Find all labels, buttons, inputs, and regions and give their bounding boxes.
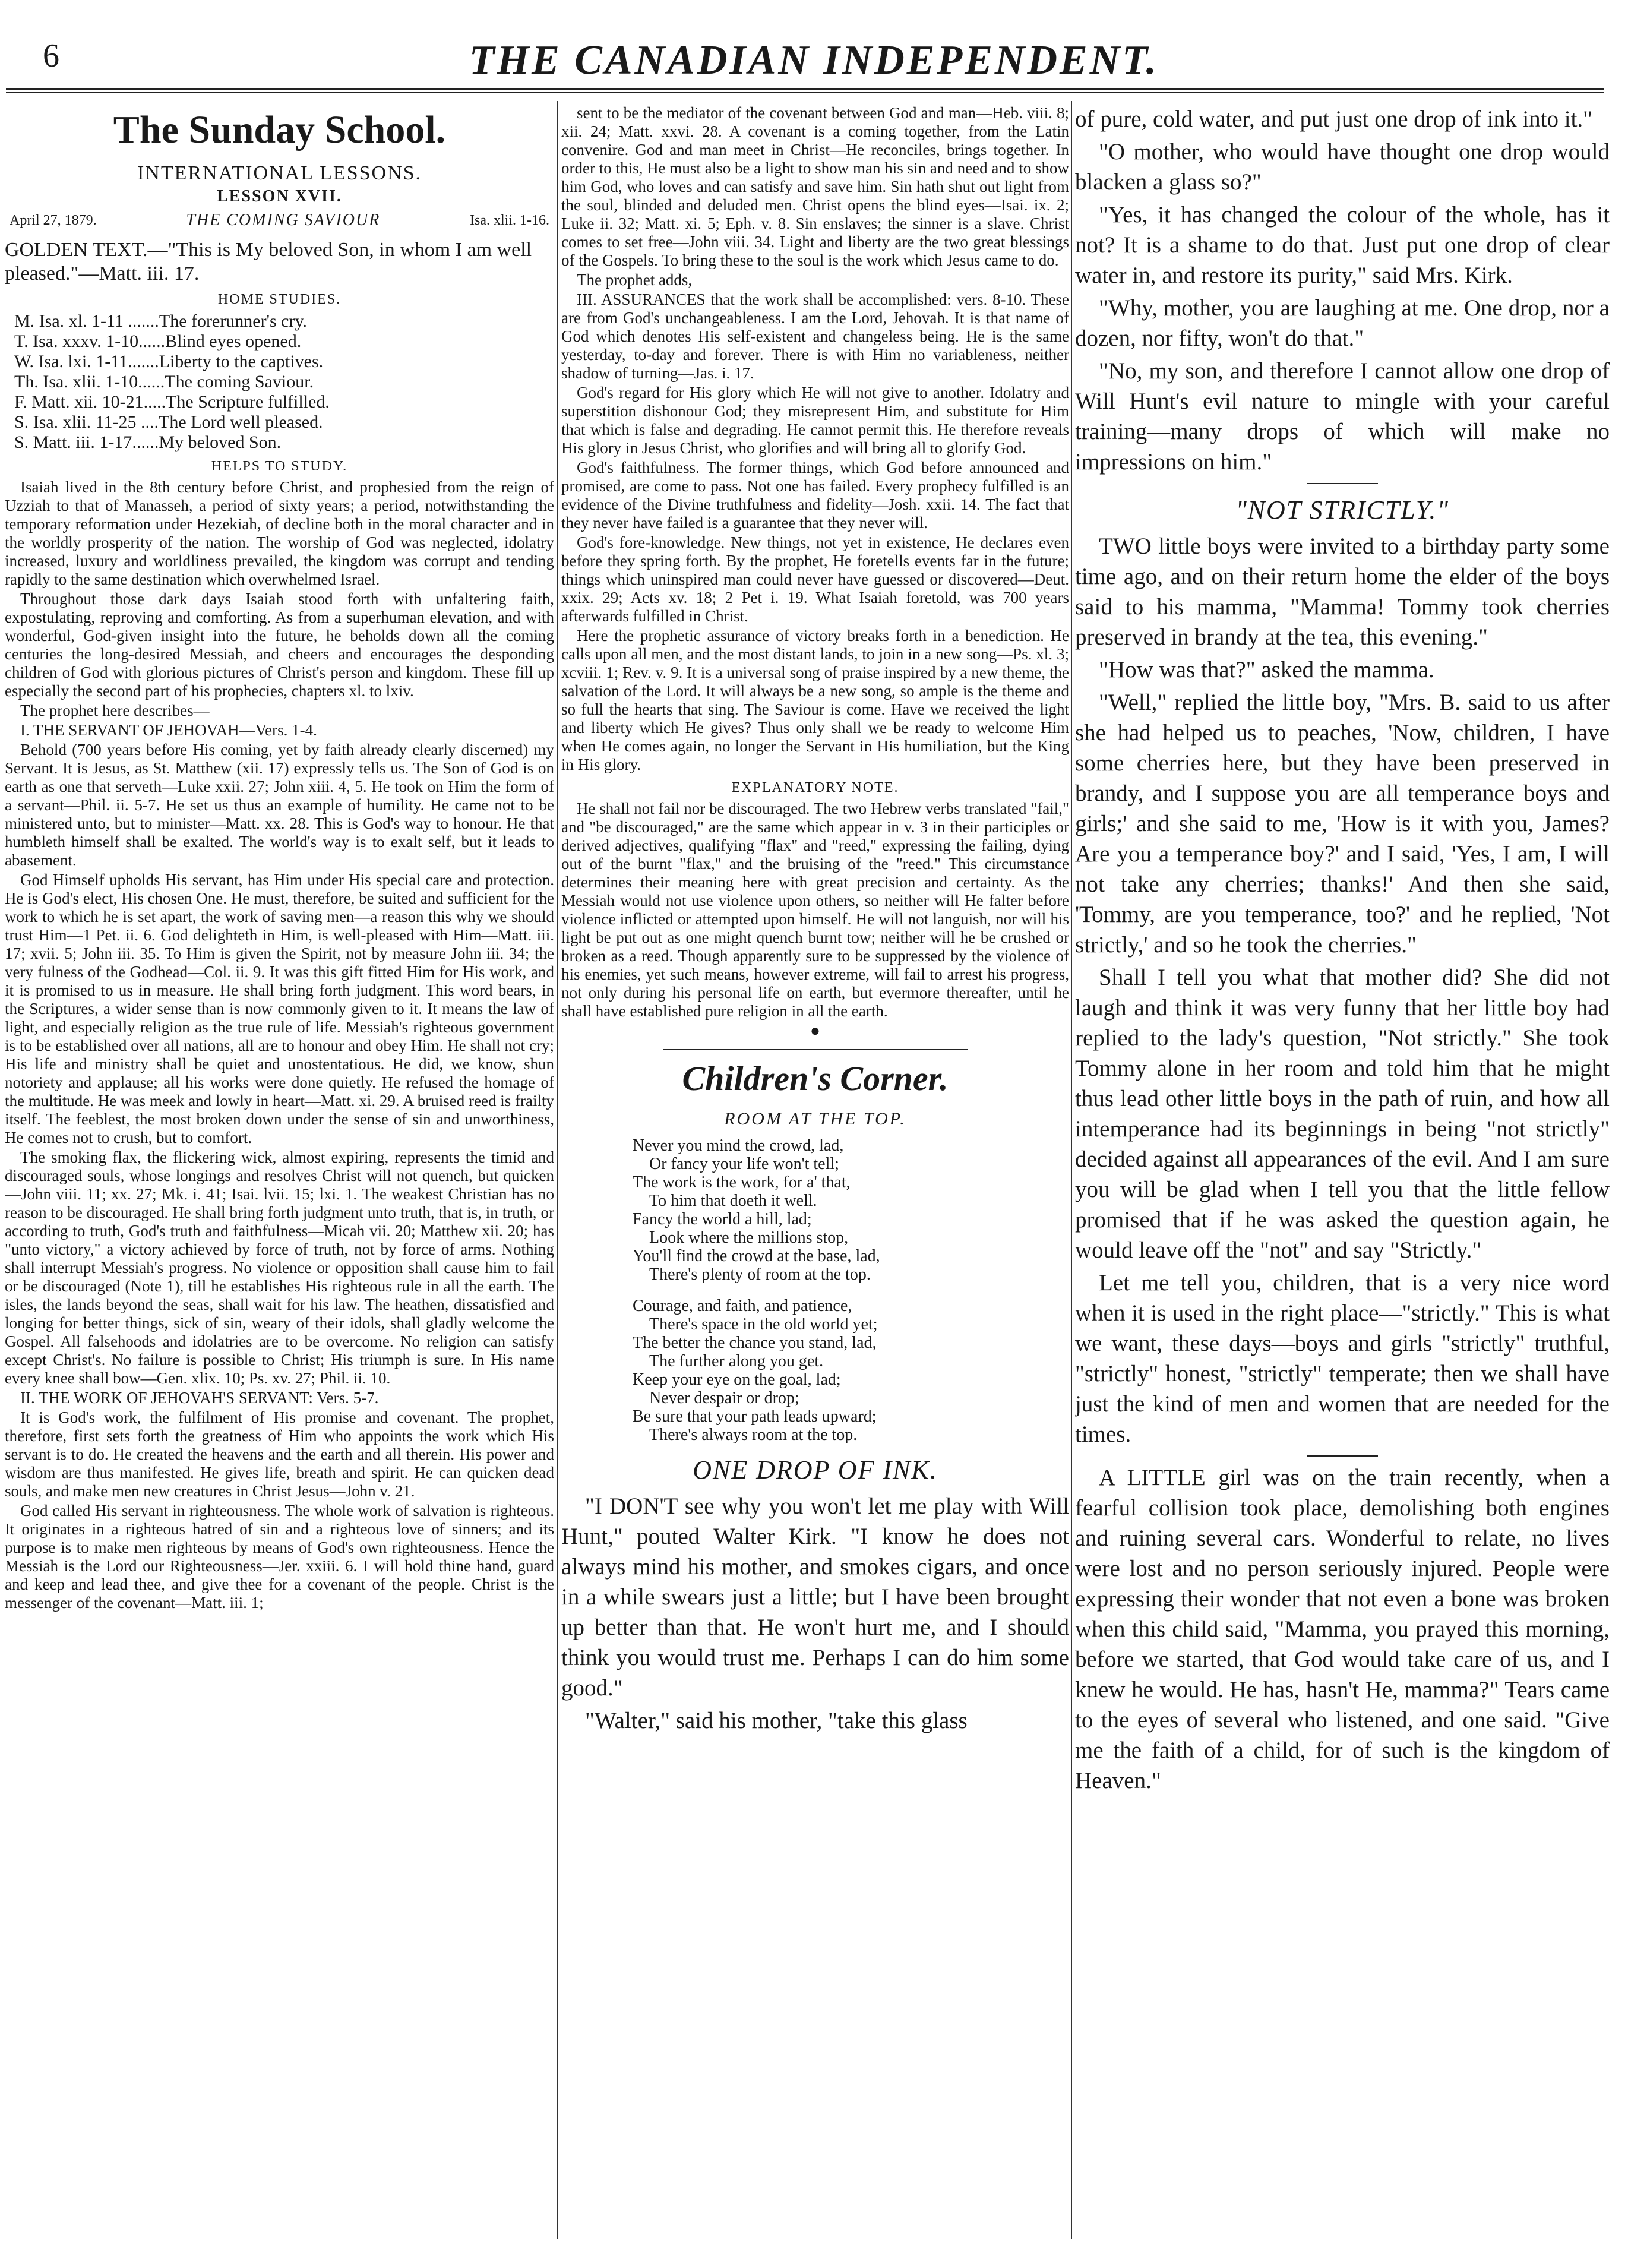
helps-continued [561, 104, 1069, 774]
home-studies-list [14, 311, 554, 453]
poem-line: The work is the work, for a' that, [633, 1173, 851, 1192]
paragraph: "Yes, it has changed the colour of the whole, has it not? It is a shame to do that. Just put one drop of clear water in, and restore its purity," said Mrs. Kirk. [1075, 202, 1610, 288]
home-study-item: S. Matt. iii. 1-17......My beloved Son. [14, 432, 282, 452]
paragraph: The smoking flax, the flickering wick, almost expiring, represents the timid and discouraged souls, whose longings and resolves Christ will not quench, but quicken—John viii. 11; xx. 27; Mk. i. 41; Isai. lvii. 15; lxi. 1. The weakest Christian has no reason to be discouraged. He shall bring forth judgment unto truth, that is, in truth, or according to truth, God's truth and faithfulness—Micah vii. 20; Matthew xii. 20; has "unto victory," a victory achieved by force of truth, not by force of arms. Nothing shall interrupt Messiah's progress. No violence or opposition shall cause him to fail or be discouraged (Note 1), till he establishes His righteous rule in all the earth. The isles, the lands beyond the seas, shall wait for his law. The heathen, dissatisfied and longing for better things, sick of sin, weary of their idols, shall gladly welcome the Gospel. All falsehoods and idolatries are to be overcome. No religion can satisfy except Christ's. No failure is possible to Christ; His triumph is sure. In His name every knee shall bow—Gen. xlix. 10; Ps. xv. 27; Phil. ii. 10. [5, 1148, 554, 1387]
poem-line: Be sure that your path leads upward; [633, 1407, 877, 1426]
paragraph: Let me tell you, children, that is a very nice word when it is used in the right place—"strictly." This is what we want, these days—boys and girls "strictly" truthful, "strictly" honest, "strictly" temperate; then we shall have just the kind of men and women that are needed for the times. [1075, 1270, 1610, 1447]
poem [633, 1136, 1069, 1444]
poem-line: To him that doeth it well. [649, 1192, 817, 1210]
paragraph: It is God's work, the fulfilment of His promise and covenant. The prophet, therefore, first sets forth the greatness of Him who appoints the work which His servant is to do. He created the heavens and the earth and all therein. His power and wisdom are thus manifested. He gives life, breath and spirit. He can quicken dead souls, and make men new creatures in Christ Jesus—John v. 21. [5, 1408, 554, 1500]
column-3 [1075, 104, 1610, 1798]
paragraph: "Why, mother, you are laughing at me. One drop, nor a dozen, nor fifty, won't do that." [1075, 295, 1610, 351]
paragraph: sent to be the mediator of the covenant between God and man—Heb. viii. 8; xii. 24; Matt. xxvi. 28. A covenant is a coming together, from the Latin convenire. God and man meet in Christ—He reconciles, brings together. In order to this, He must also be a light to show man his sin and need and to show him God, who loves and can satisfy and save him. Sin hath shut out light from the soul, blinded and deluded men. Christ opens the blind eyes—Isai. ix. 2; Luke ii. 32; Matt. xi. 5; Eph. v. 8. Sin enslaves; the sinner is a slave. Christ comes to set free—John viii. 34. Light and liberty are the two great blessings of the Gospels. To bring these to the soul is the work which Jesus came to do. [561, 104, 1069, 269]
paragraph: III. ASSURANCES that the work shall be accomplished: vers. 8-10. These are from God's unchangeableness. I am the Lord, Jehovah. It is that name of God which denotes His self-existent and changeless being. He is the same yesterday, to-day and forever. There is with Him no variableness, neither shadow of turning—Jas. i. 17. [561, 290, 1069, 382]
story-title-ink: ONE DROP OF INK. [693, 1455, 938, 1484]
poem-line: Or fancy your life won't tell; [649, 1155, 839, 1173]
paragraph: God called His servant in righteousness. The whole work of salvation is righteous. It originates in a righteous hatred of sin and a righteous love of sinners; and its purpose is to make men righteous by means of God's own righteousness. Hence the Messiah is the Lord our Righteousness—Jer. xxiii. 6. I will hold thine hand, guard and keep and lead thee, and give thee for a covenant of the people. Christ is the messenger of the covenant—Matt. iii. 1; [5, 1502, 554, 1612]
poem-line: Never despair or drop; [649, 1389, 799, 1407]
section-divider [663, 1049, 968, 1050]
paragraph: "No, my son, and therefore I cannot allow one drop of Will Hunt's evil nature to mingle with your careful training—many drops of which will make no impressions on him." [1075, 358, 1610, 475]
poem-line: Never you mind the crowd, lad, [633, 1136, 844, 1155]
paragraph: God's regard for His glory which He will not give to another. Idolatry and superstition dishonour God; they misrepresent Him, and substitute for Him that which is false and degrading. He cannot permit this. He therefore reveals His glory in Jesus Christ, who glorifies and will bring all to glorify God. [561, 384, 1069, 457]
poem-line: There's plenty of room at the top. [649, 1265, 871, 1284]
paragraph: Throughout those dark days Isaiah stood forth with unfaltering faith, expostulating, reproving and comforting. As from a superhuman elevation, and with wonderful, God-given insight into the future, he beholds down all the coming centuries the long-desired Messiah, and cheers and encourages the desponding children of God with glorious pictures of Christ's person and kingdom. These fill up especially the second part of his prophecies, chapters xl. to lxiv. [5, 590, 554, 700]
international-lessons: INTERNATIONAL LESSONS. [137, 162, 422, 184]
poem-line: The better the chance you stand, lad, [633, 1334, 877, 1352]
explanatory-note-label: EXPLANATORY NOTE. [731, 780, 899, 795]
golden-text: GOLDEN TEXT.—"This is My beloved Son, in whom I am well pleased."—Matt. iii. 17. [5, 239, 532, 285]
story-ink-body [561, 1491, 1069, 1736]
story-divider [1307, 483, 1378, 484]
poem-line: The further along you get. [649, 1352, 824, 1370]
poem-line: Keep your eye on the goal, lad; [633, 1370, 841, 1389]
paragraph: God Himself upholds His servant, has Him under His special care and protection. He is God's elect, His chosen One. He must, therefore, be suited and sufficient for the work to which he is set apart, the work of saving men—a reason this why we should trust Him—1 Pet. ii. 6. God delighteth in Him, is well-pleased with Him—Matt. iii. 17; xvii. 5; John iii. 35. To Him is given the Spirit, not by measure John iii. 34; the very fulness of the Godhead—Col. ii. 9. It was this gift fitted Him for His work, and it is promised to us in measure. He shall bring forth judgment. This word bears, in the Scriptures, a wider sense than is now commonly given to it. It means the law of light, and especially religion as the true rule of life. Messiah's righteous government is to be established over all nations, all are to honour and obey Him. He shall not cry; His life and ministry shall be quiet and unostentatious. He did, we know, shun notoriety and applause; all his works were done quietly. He refused the homage of the multitude. He was meek and lowly in heart—Matt. xi. 29. A bruised reed is frailty itself. The feeblest, the most broken down under the sense of sin and unworthiness, He comes not to crush, but to comfort. [5, 871, 554, 1146]
poem-line: You'll find the crowd at the base, lad, [633, 1247, 880, 1265]
home-study-item: F. Matt. xii. 10-21.....The Scripture fulfilled. [14, 392, 330, 412]
paragraph: "Well," replied the little boy, "Mrs. B. said to us after she had helped us to peaches, 'Now, children, I have some cherries here, but they have been preserved in brandy, and I suppose you are all temperance boys and girls;' and she said to me, 'How is it with you, James? Are you a temperance boy?' and I said, 'Yes, I am, I will not take any cherries; thanks!' And then she said, 'Tommy, are you temperance, too?' and he replied, 'Not strictly,' and so he took the cherries." [1075, 690, 1610, 958]
story-little-girl [1075, 1462, 1610, 1796]
poem-line: There's always room at the top. [649, 1426, 858, 1444]
paragraph: "I DON'T see why you won't let me play with Will Hunt," pouted Walter Kirk. "I know he does not always mind his mother, and smokes cigars, and once in a while swears just a little; but I have been brought up better than that. He won't hurt me, and I should think you would trust me. Perhaps I can do him some good." [561, 1493, 1069, 1701]
home-study-item: S. Isa. xlii. 11-25 ....The Lord well pleased. [14, 412, 323, 432]
paragraph: I. THE SERVANT OF JEHOVAH—Vers. 1-4. [20, 721, 317, 739]
paragraph: "O mother, who would have thought one drop would blacken a glass so?" [1075, 139, 1610, 195]
paragraph: Behold (700 years before His coming, yet by faith already clearly discerned) my Servant. It is Jesus, as St. Matthew (xii. 17) expressly tells us. The Son of God is on earth as one that serveth—Luke xxii. 27; John xiii. 4, 5. He took on Him the form of a servant—Phil. ii. 5-7. He set us thus an example of humility. He came not to be ministered unto, but to minister—Matt. xx. 28. This is God's way to honour. He that humbleth himself shall be exalted. The world's way is to exalt self, but it leads to abasement. [5, 741, 554, 869]
poem-line: Courage, and faith, and patience, [633, 1297, 852, 1315]
stanza-break [633, 1284, 1069, 1297]
story-ink-continued [1075, 104, 1610, 477]
home-studies-label: HOME STUDIES. [217, 292, 342, 307]
paragraph: "Walter," said his mother, "take this glass [585, 1708, 968, 1733]
helps-label: HELPS TO STUDY. [211, 459, 348, 474]
story-strictly-body [1075, 531, 1610, 1449]
section-title-sunday-school: The Sunday School. [113, 108, 446, 151]
poem-line: Fancy the world a hill, lad; [633, 1210, 812, 1228]
poem-line: There's space in the old world yet; [649, 1315, 878, 1334]
section-title-childrens-corner: Children's Corner. [682, 1059, 949, 1098]
home-study-item: Th. Isa. xlii. 1-10......The coming Saviour. [14, 372, 314, 391]
home-study-item: T. Isa. xxxv. 1-10......Blind eyes opened. [14, 331, 302, 351]
lesson-ref: Isa. xlii. 1-16. [470, 212, 549, 228]
helps-body [5, 478, 554, 1612]
paragraph: God's faithfulness. The former things, which God before announced and promised, are come to pass. Not one has failed. Every prophecy fulfilled is an evidence of the Divine truthfulness and fidelity—Josh. xxii. 14. The fact that they never have failed is a guarantee that they never will. [561, 459, 1069, 532]
paragraph: The prophet here describes— [20, 702, 210, 719]
paragraph: Isaiah lived in the 8th century before Christ, and prophesied from the reign of Uzziah to that of Manasseh, a period of sixty years; a period, notwithstanding the temporary reformation under Hezekiah, of decline both in the moral character and in the worldly prosperity of the nation. The worship of God was neglected, idolatry increased, luxury and worldliness prevailed, the kingdom was corrupt and tending rapidly to the same destination which overwhelmed Israel. [5, 478, 554, 588]
paragraph: Shall I tell you what that mother did? She did not laugh and think it was very funny that her little boy had replied to the lady's question, "Not strictly." She took Tommy alone in her room and told him that he might thus lead other little boys in the path of ruin, and how all intemperance had its beginnings in being "not strictly" decided against all appearances of the evil. And I am sure you will be glad when I tell you that the little fellow promised that if he was asked the question again, he would leave off the "not" and say "Strictly." [1075, 965, 1610, 1263]
paragraph: Here the prophetic assurance of victory breaks forth in a benediction. He calls upon all men, and the most distant lands, to join in a new song—Ps. xl. 3; xcviii. 1; Rev. v. 9. It is a universal song of praise inspired by a new theme, the salvation of the Lord. It will always be a new song, so ample is the theme and so full the hearts that sing. The Saviour is come. Have we received the light and liberty which He gives? Thus only shall we be ready to welcome Him when He comes again, no longer the Servant in His humiliation, but the King in His glory. [561, 627, 1069, 773]
story-title-strictly: "NOT STRICTLY." [1235, 495, 1449, 525]
paragraph: A LITTLE girl was on the train recently, when a fearful collision took place, demolishing both engines and ruining several cars. Wonderful to relate, no lives were lost and no person seriously injured. People were expressing their wonder that not even a bone was broken when this child said, "Mamma, you prayed this morning, before we started, that God would take care of us, and I knew he would. He has, hasn't He, mamma?" Tears came to the eyes of several who listened, and one said. "Give me the faith of a child, for of such is the kingdom of Heaven." [1075, 1465, 1610, 1793]
paragraph: II. THE WORK OF JEHOVAH'S SERVANT: Vers. 5-7. [20, 1389, 379, 1407]
paragraph: TWO little boys were invited to a birthday party some time ago, and on their return home the elder of the boys said to his mamma, "Mamma! Tommy took cherries preserved in brandy at the tea, this evening." [1075, 533, 1610, 650]
paragraph: The prophet adds, [577, 271, 693, 289]
column-2 [561, 104, 1069, 1738]
lesson-title: THE COMING SAVIOUR [186, 211, 381, 229]
column-1 [5, 104, 554, 1613]
ornament: ● [810, 1022, 820, 1040]
top-rule [6, 88, 1604, 93]
page-number: 6 [43, 37, 59, 74]
paragraph: "How was that?" asked the mamma. [1099, 657, 1434, 683]
explanatory-note [561, 800, 1069, 1021]
paragraph: God's fore-knowledge. New things, not yet in existence, He declares even before they spring forth. By the prophet, He foretells events far in the future; things which uninspired man could never have guessed or discovered—Deut. xxix. 29; Acts xv. 18; 2 Pet i. 19. What Isaiah foretold, was 700 years afterwards fulfilled in Christ. [561, 533, 1069, 625]
lesson-number: LESSON XVII. [217, 187, 342, 206]
home-study-item: M. Isa. xl. 1-11 .......The forerunner's cry. [14, 311, 308, 331]
column-divider [1071, 101, 1072, 2239]
poem-line: Look where the millions stop, [649, 1228, 849, 1247]
column-divider [557, 101, 558, 2239]
lesson-date: April 27, 1879. [10, 212, 97, 228]
paragraph: He shall not fail nor be discouraged. The two Hebrew verbs translated "fail," and "be discouraged," are the same which appear in v. 3 in their participles or derived adjectives, qualifying "flax" and "reed," expressing the failing, dying out of the burnt "flax," and the bruising of the "reed." This circumstance determines their meaning here with great precision and certainty. As the Messiah would not use violence upon others, so neither will He falter before violence inflicted or attempted upon himself. He will not languish, nor will his light be put out as one might quench burnt tow; neither will he be crushed or broken as a reed. Though apparently sure to be suppressed by the violence of his enemies, yet such means, however extreme, will fail to arrest his progress, not only during his personal life on earth, but evermore thereafter, until he shall have established pure religion in all the earth. [561, 800, 1069, 1020]
paragraph: of pure, cold water, and put just one drop of ink into it." [1075, 106, 1593, 132]
poem-title: ROOM AT THE TOP. [724, 1109, 906, 1129]
story-divider [1307, 1455, 1378, 1457]
home-study-item: W. Isa. lxi. 1-11.......Liberty to the captives. [14, 352, 324, 371]
lesson-header [10, 211, 549, 230]
masthead: THE CANADIAN INDEPENDENT. [469, 37, 1159, 83]
